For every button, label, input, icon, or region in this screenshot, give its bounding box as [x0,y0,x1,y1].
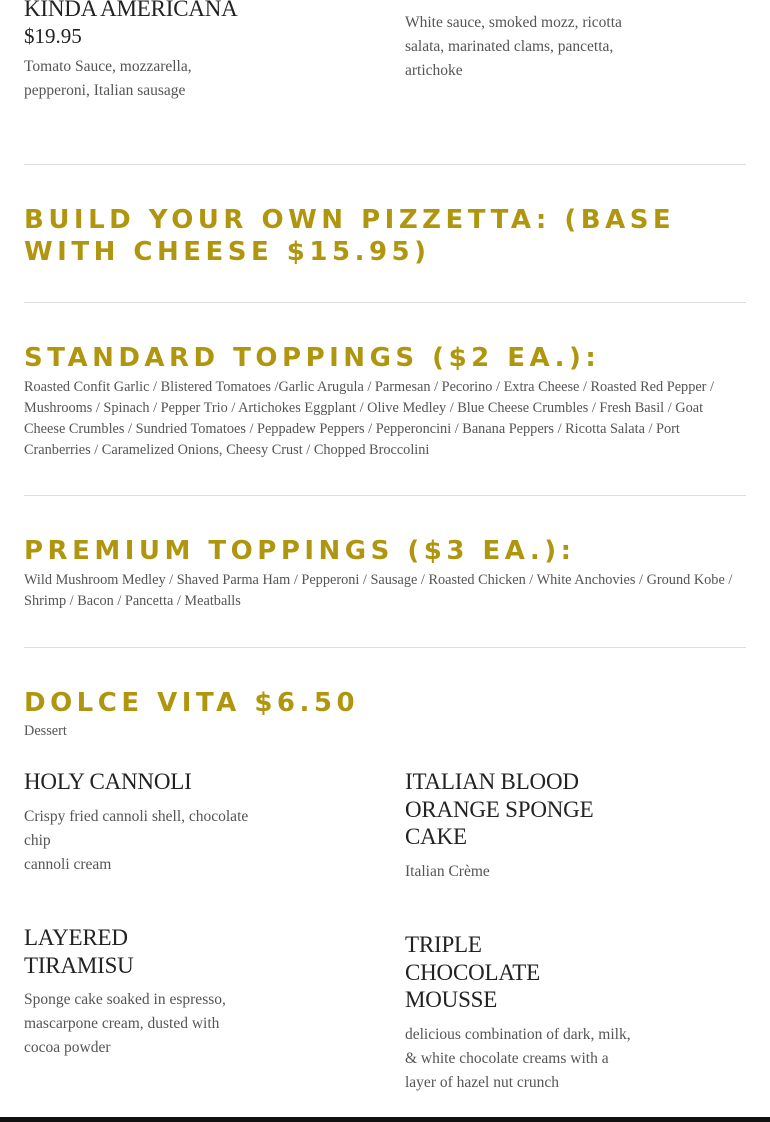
divider [24,495,746,496]
toppings-list: Roasted Confit Garlic / Blistered Tomatoes /Garlic Arugula / Parmesan / Pecorino / Extra Cheese / Roasted Red Pepper / Mushrooms / Spinach / Pepper Trio / Artichokes Eggplant / Olive Medley / Blue Cheese Crumbles / Fresh Basil / Goat Cheese Crumbles / Sundried Tomatoes / Peppadew Peppers / Pepperoncini / Banana Peppers / Ricotta Salata / Port Cranberries / Caramelized Onions, Cheesy Crust / Chopped Broccolini [24,379,714,458]
section-subtitle: Dessert [24,723,67,739]
menu-item-tiramisu [24,924,324,1060]
item-description: Crispy fried cannoli shell, chocolate chip cannoli cream [24,807,249,873]
item-name: LAYERED TIRAMISU [24,925,134,978]
item-name: ITALIAN BLOOD ORANGE SPONGE CAKE [405,769,594,849]
menu-item-blood-orange-cake [405,768,705,884]
divider [24,302,746,303]
item-description: Sponge cake soaked in espresso, mascarpone cream, dusted with cocoa powder [24,991,226,1056]
divider [24,647,746,648]
section-title: DOLCE VITA $6.50 [24,688,360,718]
section-title: STANDARD TOPPINGS ($2 EA.): [24,343,601,373]
item-price: $19.95 [24,23,82,48]
toppings-list: Wild Mushroom Medley / Shaved Parma Ham / Pepperoni / Sausage / Roasted Chicken / White Anchovies / Ground Kobe / Shrimp / Bacon / Pancetta / Meatballs [24,572,733,609]
item-name: TRIPLE CHOCOLATE MOUSSE [405,932,540,1012]
menu-item-holy-cannoli [24,768,324,877]
item-name: HOLY CANNOLI [24,769,192,794]
menu-item-clams [405,11,705,83]
item-description: delicious combination of dark, milk, & white chocolate creams with a layer of hazel nut crunch [405,1025,631,1091]
section-title: BUILD YOUR OWN PIZZETTA: (BASE WITH CHEESE $15.95) [24,205,676,267]
page-bottom-bar [0,1117,770,1122]
dolce-vita-section [24,687,746,742]
menu-item-triple-chocolate-mousse [405,931,705,1095]
item-description: White sauce, smoked mozz, ricotta salata, marinated clams, pancetta, artichoke [405,14,622,79]
item-description: Italian Crème [405,862,490,880]
menu-item-kinda-americana [24,0,324,103]
item-name: KINDA AMERICANA [24,0,238,21]
section-title: PREMIUM TOPPINGS ($3 EA.): [24,536,576,566]
premium-toppings-section [24,535,746,612]
item-description: Tomato Sauce, mozzarella, pepperoni, Italian sausage [24,57,192,99]
build-your-own-section [24,204,724,268]
divider [24,164,746,165]
standard-toppings-section [24,342,746,461]
